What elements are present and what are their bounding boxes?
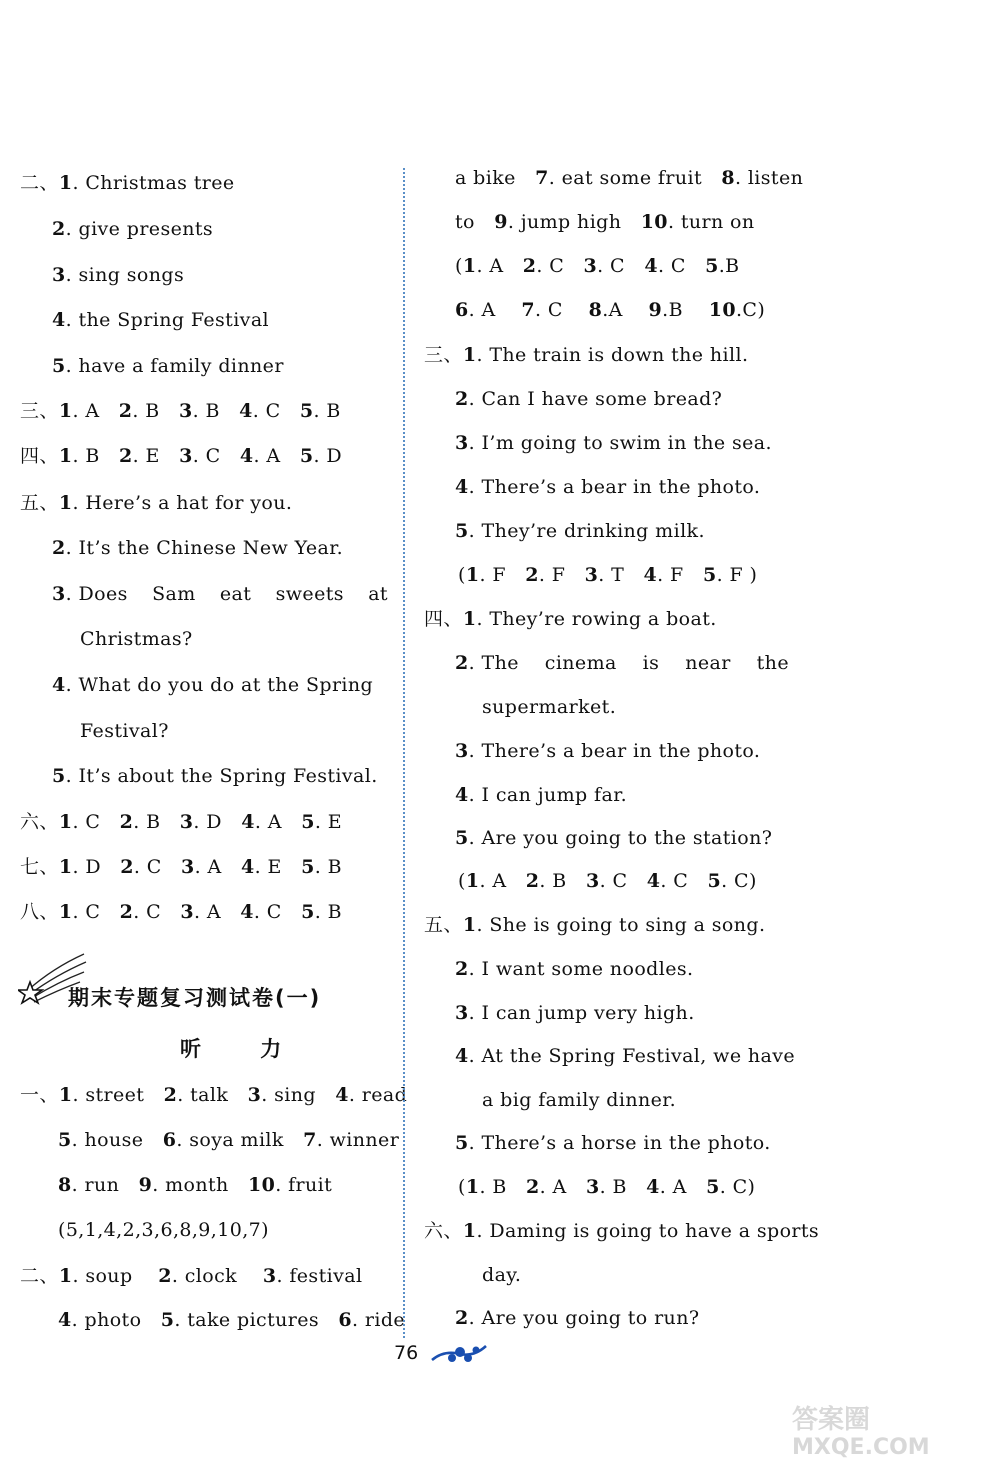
right-line: supermarket.: [482, 696, 617, 718]
left-line: 四、1. B 2. E 3. C 4. A 5. D: [20, 445, 342, 467]
left-line: 五、1. Here’s a hat for you.: [20, 492, 293, 514]
left-line: 七、1. D 2. C 3. A 4. E 5. B: [20, 856, 342, 878]
watermark-text-en: MXQE.COM: [792, 1435, 930, 1460]
left-line: 5. have a family dinner: [52, 355, 284, 377]
left-line: 二、1. Christmas tree: [20, 172, 235, 194]
left-line: Christmas?: [80, 628, 193, 650]
right-line: 5. Are you going to the station?: [455, 827, 773, 849]
right-line: 6. A 7. C 8.A 9.B 10.C): [455, 299, 766, 321]
right-line: 3. I can jump very high.: [455, 1002, 695, 1024]
page-number: 76: [394, 1342, 419, 1364]
word: eat: [219, 583, 252, 605]
right-line: (1. A 2. C 3. C 4. C 5.B: [455, 255, 740, 277]
watermark-text-cn: 答案圈: [792, 1405, 871, 1435]
right-line-justified: [455, 651, 789, 675]
left-line: 4. What do you do at the Spring: [52, 674, 374, 696]
left-line: (5,1,4,2,3,6,8,9,10,7): [58, 1219, 269, 1241]
left-line: 一、1. street 2. talk 3. sing 4. read: [20, 1084, 408, 1106]
left-line: Festival?: [80, 720, 169, 742]
left-line: 5. house 6. soya milk 7. winner: [58, 1129, 400, 1151]
word: Sam: [152, 583, 196, 605]
right-line: 2. I want some noodles.: [455, 958, 694, 980]
left-line: 3. sing songs: [52, 264, 185, 286]
right-line: 5. There’s a horse in the photo.: [455, 1132, 771, 1154]
right-line: 五、1. She is going to sing a song.: [424, 914, 766, 936]
word: is: [642, 652, 660, 674]
left-line: 8. run 9. month 10. fruit: [58, 1174, 333, 1196]
word: the: [756, 652, 789, 674]
word: cinema: [544, 652, 617, 674]
word: 3. Does: [52, 583, 128, 605]
left-line: 2. give presents: [52, 218, 214, 240]
right-line: 四、1. They’re rowing a boat.: [424, 608, 717, 630]
word: sweets: [275, 583, 344, 605]
left-line: 4. the Spring Festival: [52, 309, 270, 331]
word: near: [685, 652, 731, 674]
left-line-justified: [52, 582, 388, 606]
left-line: 4. photo 5. take pictures 6. ride: [58, 1309, 406, 1331]
right-line: 4. There’s a bear in the photo.: [455, 476, 761, 498]
right-line: (1. B 2. A 3. B 4. A 5. C): [458, 1176, 756, 1198]
right-line: a bike 7. eat some fruit 8. listen: [455, 167, 804, 189]
right-line: day.: [482, 1264, 522, 1286]
right-line: 4. I can jump far.: [455, 784, 628, 806]
left-line: 八、1. C 2. C 3. A 4. C 5. B: [20, 901, 342, 923]
column-divider: [403, 168, 405, 1338]
left-line: 六、1. C 2. B 3. D 4. A 5. E: [20, 811, 342, 833]
left-line: 二、1. soup 2. clock 3. festival: [20, 1265, 363, 1287]
left-line: 2. It’s the Chinese New Year.: [52, 537, 344, 559]
word: 2. The: [455, 652, 519, 674]
right-line: 三、1. The train is down the hill.: [424, 344, 749, 366]
left-line: 三、1. A 2. B 3. B 4. C 5. B: [20, 400, 341, 422]
section-title: 期末专题复习测试卷(一): [68, 986, 322, 1010]
right-line: (1. A 2. B 3. C 4. C 5. C): [458, 870, 757, 892]
right-line: 5. They’re drinking milk.: [455, 520, 705, 542]
right-line: a big family dinner.: [482, 1089, 677, 1111]
watermark-logo: [790, 1400, 990, 1460]
right-line: 3. I’m going to swim in the sea.: [455, 432, 772, 454]
right-line: to 9. jump high 10. turn on: [455, 211, 755, 233]
right-line: 2. Can I have some bread?: [455, 388, 723, 410]
right-line: 2. Are you going to run?: [455, 1307, 700, 1329]
left-line: 5. It’s about the Spring Festival.: [52, 765, 378, 787]
flower-ornament-icon: [430, 1340, 488, 1368]
right-line: (1. F 2. F 3. T 4. F 5. F ): [458, 564, 758, 586]
right-line: 3. There’s a bear in the photo.: [455, 740, 761, 762]
word: at: [368, 583, 388, 605]
right-line: 六、1. Daming is going to have a sports: [424, 1220, 820, 1242]
right-line: 4. At the Spring Festival, we have: [455, 1045, 796, 1067]
listening-heading: 听 力: [180, 1037, 308, 1061]
